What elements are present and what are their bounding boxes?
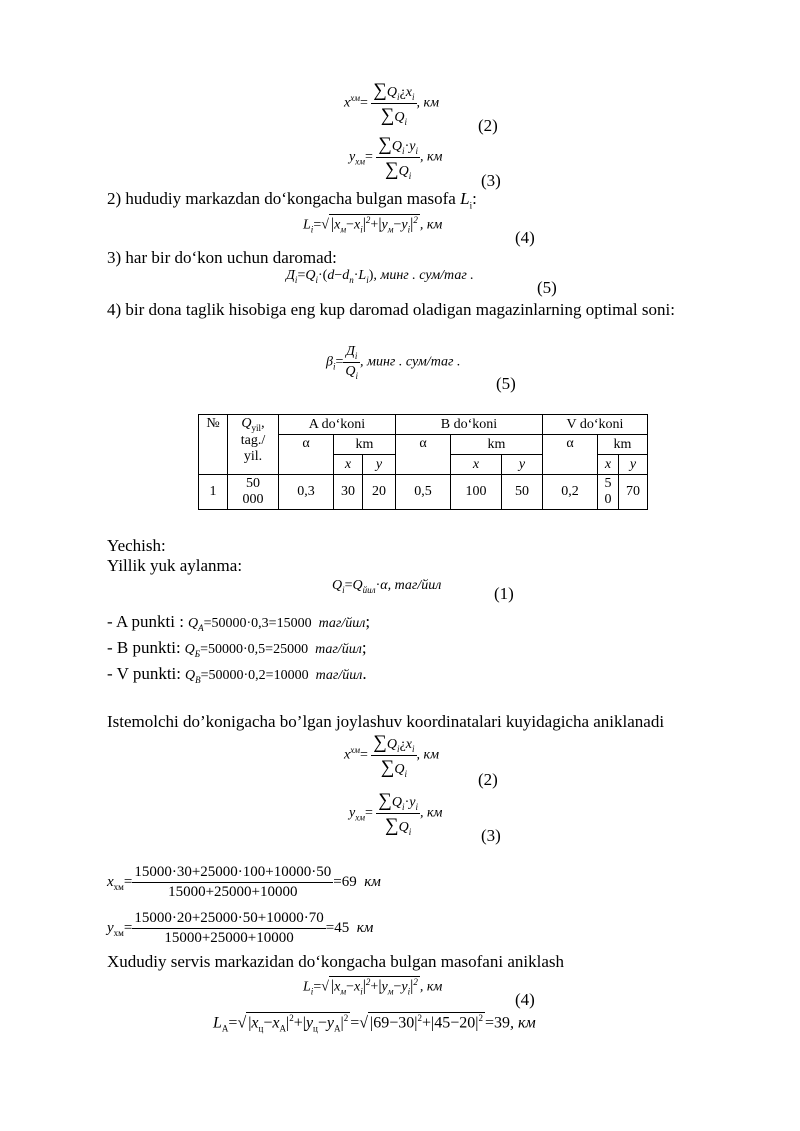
equation-number: (5) [496, 374, 516, 393]
header-store-b: B do‘koni [396, 415, 543, 435]
equation-number: (3) [481, 171, 501, 190]
equation-5-income: $Д_i=Q_i\cdot(d-d_n\cdot L_i)$, минг . сум/таг . [286, 268, 474, 285]
header-number: № [199, 415, 228, 475]
solution-title: Yechish: [107, 536, 166, 555]
equation-1: $Q_i=Q_{йил}\cdot\alpha$, таг/йил [332, 578, 442, 595]
header-x: x [598, 455, 619, 475]
header-km: km [451, 435, 543, 455]
equation-3-top: $y_{хм}=$ $\frac{\sum Q_i\cdot y_i}{\sum Q_i}$ , км [349, 134, 443, 181]
header-alpha: α [279, 435, 334, 475]
header-km: km [334, 435, 396, 455]
paragraph-distance: 2) hududiy markazdan do‘kongacha bulgan masofa $L_i$: [107, 189, 477, 211]
header-y: y [363, 455, 396, 475]
equation-4-bottom: $L_i=√$ $|x_м-x_i|^2+|y_м-y_i|^2$ , км [303, 977, 443, 997]
header-alpha: α [543, 435, 598, 475]
equation-number: (3) [481, 826, 501, 845]
header-alpha: α [396, 435, 451, 475]
store-data-table [198, 414, 648, 510]
solution-subtitle: Yillik yuk aylanma: [107, 556, 243, 575]
equation-number: (4) [515, 228, 535, 247]
header-x: x [334, 455, 363, 475]
header-store-a: A do‘koni [279, 415, 396, 435]
equation-4-top: $L_i=√$ $|x_м-x_i|^2+|y_м-y_i|^2$ , км [303, 215, 443, 235]
punkt-b: - B punkti: $Q_Б=50000\cdot 0,5=25000$ таг/йил; [107, 638, 367, 659]
header-y: y [619, 455, 648, 475]
equation-2-top: $x^{хм}=$ $\frac{\sum Q_i¿x_i}{\sum Q_i}$ , км [344, 80, 439, 127]
equation-3-bottom: $y_{хм}=$ $\frac{\sum Q_i\cdot y_i}{\sum Q_i}$ , км [349, 790, 443, 837]
equation-number: (2) [478, 770, 498, 789]
paragraph-income: 3) har bir do‘kon uchun daromad: [107, 248, 337, 267]
table-row: 1 50 000 0,3 30 20 0,5 100 50 0,2 5 0 70 [199, 475, 648, 510]
header-x: x [451, 455, 502, 475]
calc-x: $x_{хм}=$ $\frac{15000\cdot 30+25000\cdot 100+10000\cdot 50}{15000+25000+10000}$ =69 км [107, 864, 381, 900]
equation-number: (4) [515, 990, 535, 1009]
header-y: y [502, 455, 543, 475]
equation-5-beta: $\beta_i=$ $\frac{Д_i}{Q_i}$ , минг . сум/таг . [326, 344, 461, 381]
paragraph-optimal: 4) bir dona taglik hisobiga eng kup daromad oladigan magazinlarning optimal soni: [107, 300, 675, 319]
punkt-a: - A punkti : $Q_A=50000\cdot 0,3=15000$ таг/йил; [107, 612, 371, 633]
equation-number: (2) [478, 116, 498, 135]
equation-number: (5) [537, 278, 557, 297]
paragraph-coordinates: Istemolchi do’konigacha bo’lgan joylashuv koordinatalari kuyidagicha aniklanadi [107, 712, 665, 731]
calc-y: $y_{хм}=$ $\frac{15000\cdot 20+25000\cdot 50+10000\cdot 70}{15000+25000+10000}$ =45 км [107, 910, 374, 946]
equation-number: (1) [494, 584, 514, 603]
paragraph-distance-calc: Xududiy servis markazidan do‘kongacha bulgan masofani aniklash [107, 952, 564, 971]
equation-la: $L_A=√$ $|x_ц-x_A|^2+|y_ц-y_A|^2$ =√ $|69-30|^2+|45-20|^2 =39$, км [213, 1013, 536, 1034]
punkt-v: - V punkti: $Q_В=50000\cdot 0,2=10000$ таг/йил. [107, 664, 367, 685]
header-store-v: V do‘koni [543, 415, 648, 435]
equation-2-bottom: $x^{хм}=$ $\frac{\sum Q_i¿x_i}{\sum Q_i}$ , км [344, 732, 439, 779]
header-km: km [598, 435, 648, 455]
header-q: $Q_{yil}$, tag./ yil. [228, 415, 279, 475]
